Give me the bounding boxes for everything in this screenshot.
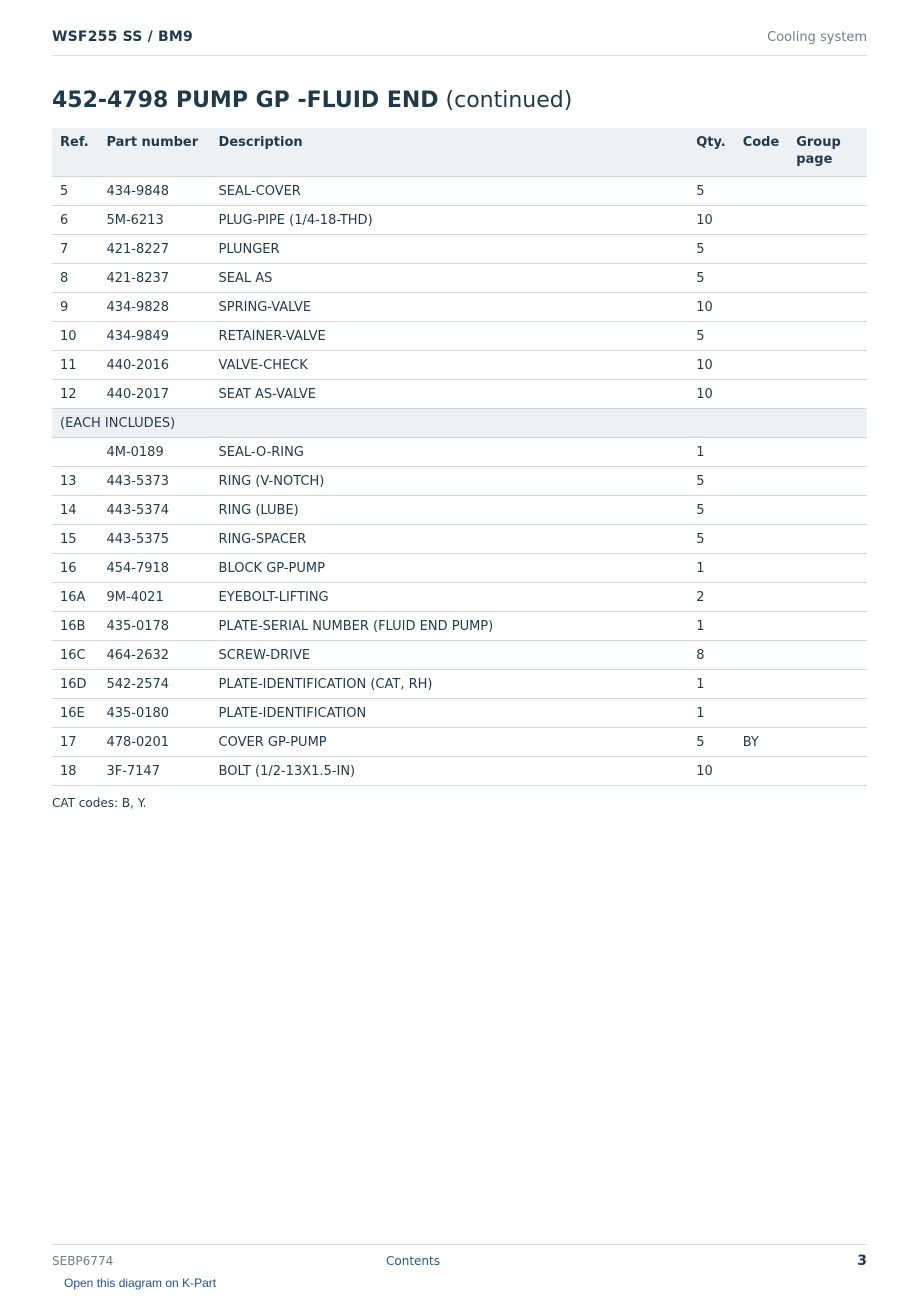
cell-code: [735, 438, 789, 467]
cell-ref: 9: [52, 293, 98, 322]
table-row: [52, 322, 867, 351]
cell-part-number: 454-7918: [98, 554, 210, 583]
page-footer: [52, 1244, 867, 1275]
table-row: [52, 612, 867, 641]
cell-description: EYEBOLT-LIFTING: [211, 583, 689, 612]
table-row: [52, 641, 867, 670]
table-row: [52, 554, 867, 583]
cell-qty: 1: [688, 554, 734, 583]
cell-group-page: [788, 264, 867, 293]
assembly-title: 452-4798 PUMP GP -FLUID END: [52, 88, 439, 113]
cell-qty: 10: [688, 380, 734, 409]
cell-qty: 5: [688, 264, 734, 293]
cell-group-page: [788, 496, 867, 525]
cell-description: SEAL AS: [211, 264, 689, 293]
cell-group-page: [788, 728, 867, 757]
parts-table-body: [52, 177, 867, 786]
cell-ref: 16: [52, 554, 98, 583]
cell-code: [735, 670, 789, 699]
parts-table: [52, 128, 867, 786]
table-row: [52, 351, 867, 380]
cell-description: COVER GP-PUMP: [211, 728, 689, 757]
table-row: [52, 264, 867, 293]
cell-group-page: [788, 380, 867, 409]
column-header-code: Code: [735, 128, 789, 177]
cell-ref: 5: [52, 177, 98, 206]
cell-ref: 16C: [52, 641, 98, 670]
cell-group-page: [788, 206, 867, 235]
cell-ref: 14: [52, 496, 98, 525]
cell-description: PLATE-IDENTIFICATION (CAT, RH): [211, 670, 689, 699]
cell-part-number: 3F-7147: [98, 757, 210, 786]
cell-part-number: 421-8227: [98, 235, 210, 264]
cell-qty: 2: [688, 583, 734, 612]
cell-part-number: 434-9848: [98, 177, 210, 206]
cell-description: SCREW-DRIVE: [211, 641, 689, 670]
cell-qty: 10: [688, 293, 734, 322]
model-title: WSF255 SS / BM9: [52, 29, 193, 45]
table-row: [52, 525, 867, 554]
cell-description: RING (V-NOTCH): [211, 467, 689, 496]
table-row: [52, 583, 867, 612]
cell-qty: 8: [688, 641, 734, 670]
page-title: [52, 88, 572, 113]
contents-link[interactable]: Contents: [386, 1254, 440, 1268]
cell-code: [735, 351, 789, 380]
cell-group-page: [788, 583, 867, 612]
cell-ref: 16D: [52, 670, 98, 699]
cell-code: [735, 177, 789, 206]
cell-group-page: [788, 293, 867, 322]
cell-code: [735, 699, 789, 728]
cell-description: RING (LUBE): [211, 496, 689, 525]
cell-group-page: [788, 351, 867, 380]
cell-description: SPRING-VALVE: [211, 293, 689, 322]
cell-qty: 5: [688, 496, 734, 525]
cell-part-number: 542-2574: [98, 670, 210, 699]
cell-part-number: 434-9849: [98, 322, 210, 351]
cell-qty: 10: [688, 757, 734, 786]
cell-ref: 17: [52, 728, 98, 757]
cell-code: [735, 757, 789, 786]
table-row: [52, 699, 867, 728]
cell-ref: 15: [52, 525, 98, 554]
cell-qty: 10: [688, 351, 734, 380]
cell-code: [735, 554, 789, 583]
cell-description: PLUNGER: [211, 235, 689, 264]
document-id: SEBP6774: [52, 1254, 114, 1268]
cell-description: PLATE-IDENTIFICATION: [211, 699, 689, 728]
cell-code: [735, 525, 789, 554]
cell-ref: 16B: [52, 612, 98, 641]
cell-qty: 1: [688, 438, 734, 467]
cell-code: [735, 641, 789, 670]
cell-description: RETAINER-VALVE: [211, 322, 689, 351]
cell-ref: 16E: [52, 699, 98, 728]
cell-ref: 6: [52, 206, 98, 235]
cell-description: SEAL-O-RING: [211, 438, 689, 467]
cell-note: (EACH INCLUDES): [52, 409, 867, 438]
cell-part-number: 421-8237: [98, 264, 210, 293]
cell-code: [735, 235, 789, 264]
cell-part-number: 5M-6213: [98, 206, 210, 235]
cell-code: [735, 206, 789, 235]
table-row: [52, 467, 867, 496]
cell-code: [735, 293, 789, 322]
column-header-group-page: Group page: [788, 128, 867, 177]
cell-code: [735, 612, 789, 641]
column-header-ref: Ref.: [52, 128, 98, 177]
table-row: [52, 293, 867, 322]
cat-codes-note: CAT codes: B, Y.: [52, 796, 147, 810]
cell-code: [735, 322, 789, 351]
table-row: [52, 670, 867, 699]
cell-qty: 5: [688, 322, 734, 351]
cell-ref: 10: [52, 322, 98, 351]
cell-qty: 5: [688, 728, 734, 757]
cell-qty: 1: [688, 612, 734, 641]
cell-group-page: [788, 699, 867, 728]
cell-ref: 7: [52, 235, 98, 264]
cell-group-page: [788, 525, 867, 554]
cell-group-page: [788, 641, 867, 670]
table-header-row: [52, 128, 867, 177]
cell-ref: 18: [52, 757, 98, 786]
table-note-row: [52, 409, 867, 438]
cell-description: RING-SPACER: [211, 525, 689, 554]
cell-description: SEAT AS-VALVE: [211, 380, 689, 409]
cell-code: [735, 380, 789, 409]
column-header-qty: Qty.: [688, 128, 734, 177]
continued-label: (continued): [445, 88, 573, 113]
cell-group-page: [788, 438, 867, 467]
cell-description: BLOCK GP-PUMP: [211, 554, 689, 583]
cell-group-page: [788, 670, 867, 699]
cell-group-page: [788, 757, 867, 786]
cell-group-page: [788, 322, 867, 351]
cell-part-number: 4M-0189: [98, 438, 210, 467]
cell-qty: 5: [688, 467, 734, 496]
table-row: [52, 757, 867, 786]
cell-ref: 12: [52, 380, 98, 409]
cell-description: SEAL-COVER: [211, 177, 689, 206]
cell-code: BY: [735, 728, 789, 757]
cell-qty: 1: [688, 670, 734, 699]
cell-part-number: 443-5375: [98, 525, 210, 554]
cell-code: [735, 467, 789, 496]
cell-part-number: 478-0201: [98, 728, 210, 757]
cell-qty: 5: [688, 235, 734, 264]
cell-description: BOLT (1/2-13X1.5-IN): [211, 757, 689, 786]
cell-description: VALVE-CHECK: [211, 351, 689, 380]
cell-group-page: [788, 554, 867, 583]
column-header-part-number: Part number: [98, 128, 210, 177]
cell-part-number: 443-5373: [98, 467, 210, 496]
cell-description: PLUG-PIPE (1/4-18-THD): [211, 206, 689, 235]
table-row: [52, 206, 867, 235]
cell-code: [735, 264, 789, 293]
cell-group-page: [788, 612, 867, 641]
page-header: [52, 28, 867, 56]
cell-ref: 11: [52, 351, 98, 380]
column-header-description: Description: [211, 128, 689, 177]
cell-part-number: 434-9828: [98, 293, 210, 322]
cell-ref: 8: [52, 264, 98, 293]
table-row: [52, 496, 867, 525]
cell-group-page: [788, 235, 867, 264]
table-row: [52, 380, 867, 409]
cell-qty: 1: [688, 699, 734, 728]
cell-qty: 10: [688, 206, 734, 235]
cell-ref: 16A: [52, 583, 98, 612]
cell-description: PLATE-SERIAL NUMBER (FLUID END PUMP): [211, 612, 689, 641]
cell-qty: 5: [688, 177, 734, 206]
cell-part-number: 440-2016: [98, 351, 210, 380]
cell-qty: 5: [688, 525, 734, 554]
table-row: [52, 728, 867, 757]
table-row: [52, 177, 867, 206]
cell-code: [735, 583, 789, 612]
cell-ref: 13: [52, 467, 98, 496]
cell-part-number: 443-5374: [98, 496, 210, 525]
cell-part-number: 9M-4021: [98, 583, 210, 612]
cell-part-number: 464-2632: [98, 641, 210, 670]
cell-part-number: 435-0178: [98, 612, 210, 641]
cell-code: [735, 496, 789, 525]
cell-part-number: 440-2017: [98, 380, 210, 409]
cell-group-page: [788, 177, 867, 206]
page-number: 3: [857, 1253, 867, 1269]
section-name: Cooling system: [767, 30, 867, 45]
table-row: [52, 438, 867, 467]
cell-ref: [52, 438, 98, 467]
open-kpart-link[interactable]: Open this diagram on K-Part: [64, 1276, 217, 1290]
table-row: [52, 235, 867, 264]
cell-part-number: 435-0180: [98, 699, 210, 728]
cell-group-page: [788, 467, 867, 496]
